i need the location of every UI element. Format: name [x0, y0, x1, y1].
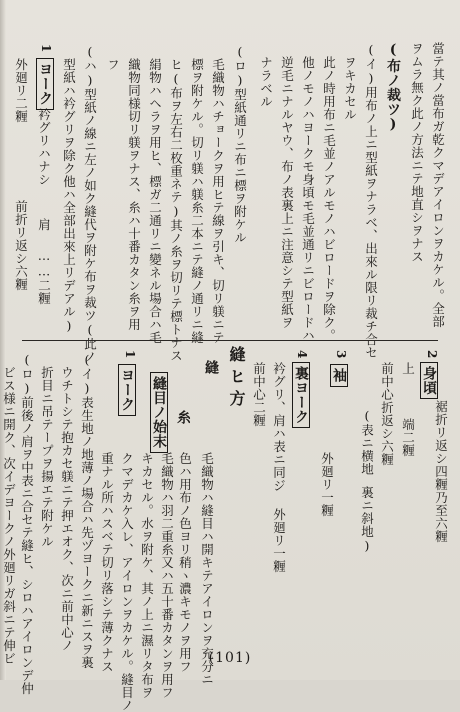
top-col-8: 逆毛ニナルヤウ、布ノ表裏上ニ注意シテ型紙ヲ — [279, 56, 295, 329]
body-hem: 裾折リ返シ四糎乃至六糎 — [433, 400, 449, 543]
lining-yoke-label-box — [292, 362, 310, 428]
thread-label: 糸 — [175, 410, 191, 425]
body-label: 身頃 — [420, 362, 438, 399]
stitch-label: 縫 — [203, 360, 219, 375]
sewing-yoke-number: 1 — [123, 350, 137, 359]
seam-text-2: キカセル。水ヲ附ケ、其ノ上ニ濕リタ布ヲ — [139, 452, 155, 699]
seam-text-1: 毛織物ハ縫目ハ開キテアイロンヲ充分ニ — [199, 452, 215, 686]
sleeve-outer: 外廻リ一糎 — [319, 452, 335, 517]
top-col-12: 標ヲ附ケル。切リ躾ハ躾糸二本ニテ縫ノ通リニ縫 — [189, 58, 205, 344]
yoke-label-box — [36, 58, 54, 110]
lining-yoke-front: 前中心二糎 — [251, 362, 267, 427]
section-cutting-heading: (布ノ裁ツ) — [385, 42, 401, 133]
sleeve-label: 袖 — [330, 364, 348, 387]
top-col-4: (イ)用布ノ上ニ型紙ヲナラベ、出來ル限リ裁チ合セ — [363, 42, 379, 359]
yoke-step-3: 折目ニ吊テープヲ揚エテ附ケル — [39, 366, 55, 548]
top-col-2: ヲムラ無ク此ノ方法ニテ地直シヲナス — [409, 42, 425, 263]
sleeve-number: 3 — [334, 350, 348, 359]
seam-finish-box — [150, 372, 168, 453]
top-col-10: (ロ)型紙通リニ布ニ標ヲ附ケル — [232, 44, 248, 244]
seam-finish-label: 縫目ノ始末 — [150, 372, 168, 453]
top-col-6: 此ノ時用布ニ毛並ノアルモノハビロードヲ除ク。 — [321, 56, 337, 342]
top-col-11: 毛織物ハチョークヲ用ヒテ線ヲ引キ、切リ躾ニテ — [210, 58, 226, 344]
seam-text-3: クマデカケ入レ、アイロンヲカケル。縫目ノ — [119, 452, 135, 712]
yoke-step-2: ウチトシテ抱カセ躾ニテ押エオク、次ニ前中心ノ — [59, 366, 75, 652]
body-label-box — [420, 362, 438, 399]
yoke-step-5: ビス様ニ開ク、次イデヨークノ外廻リガ斜ニテ伸ビ — [1, 366, 17, 665]
body-top: 上 — [400, 362, 416, 375]
top-col-17: (ハ)型紙ノ線ニ左ノ如ク縫代ヲ附ケ布ヲ裁ツ(此ノ — [82, 44, 98, 364]
page-number: (101) — [208, 650, 252, 666]
top-col-1: 當テ其ノ當布ガ乾クマデアイロンヲカケル。全部 — [430, 42, 446, 328]
body-top-value: 端二糎 — [400, 418, 416, 457]
body-front-center: 前中心折返シ六糎 — [379, 362, 395, 466]
thread-rule-2: 毛織物ハ羽二重糸又ハ五十番カタンヲ用フ — [159, 452, 175, 699]
yoke-step-4: (ロ)前後ノ肩ヲ中表ニ合セテ縫ヒ、シロハアイロンデ仲 — [19, 352, 35, 695]
sewing-yoke-box — [118, 364, 136, 416]
body-face: (表ニ横地 — [359, 408, 375, 476]
sewing-heading: 縫ヒ方 — [227, 346, 246, 412]
section-divider — [22, 340, 438, 341]
lining-yoke-label: 裏ヨーク — [292, 362, 310, 428]
yoke-shoulder: 肩 — [36, 218, 52, 231]
yoke-number: 1 — [39, 44, 53, 53]
top-col-15: 織物同様切リ躾ヲナス、糸ハ十番カタン糸ヲ用 — [126, 58, 142, 331]
thread-rule-1: 色ハ用布ノ色ヨリ稍ヽ濃キモノヲ用フ — [177, 452, 193, 673]
body-number: 2 — [425, 350, 439, 359]
yoke-shoulder-value: ……二糎 — [36, 248, 52, 305]
lining-yoke-outer: 外廻リ一糎 — [271, 508, 287, 573]
seam-text-4: 重ナル所ハスベテ切リ落シテ薄クナス — [99, 452, 115, 673]
sewing-yoke-label: ヨーク — [118, 364, 136, 416]
yoke-label: ヨーク — [36, 58, 54, 110]
body-lining: 裏ニ斜地) — [359, 486, 375, 554]
lining-yoke-number: 4 — [295, 350, 309, 359]
lining-yoke-collar: 衿グリ、肩ハ表ニ同ジ — [271, 362, 287, 492]
top-col-7: 他ノモノハヨークモ身頃モ毛並通リニビロードハ — [300, 56, 316, 342]
sleeve-label-box — [330, 364, 348, 387]
top-col-9: ナラベル — [258, 56, 274, 108]
top-col-13: ヒ(布ヲ左右二枚重ネテ)其ノ糸ヲ切リテ標トナス — [168, 58, 184, 362]
top-col-14: 絹物ハヘラヲ用ヒ、標ガ二通リニ變ネル場合ハ毛 — [147, 58, 163, 344]
yoke-front-fold: 前折リ返シ六糎 — [13, 200, 29, 291]
top-col-5: ヲキカセル — [342, 56, 358, 121]
yoke-outer: 外廻リ二糎 — [13, 58, 29, 123]
top-col-16: フ — [105, 58, 121, 71]
yoke-step-1: (イ)表生地ノ地薄ノ場合ハ先ヅヨークニ新ニスヲ裏 — [79, 352, 95, 669]
yoke-collar: 衿グリハナシ — [36, 108, 52, 186]
top-col-18: 型紙ハ衿グリヲ除ク他ハ全部出來上リデアル) — [61, 58, 77, 334]
